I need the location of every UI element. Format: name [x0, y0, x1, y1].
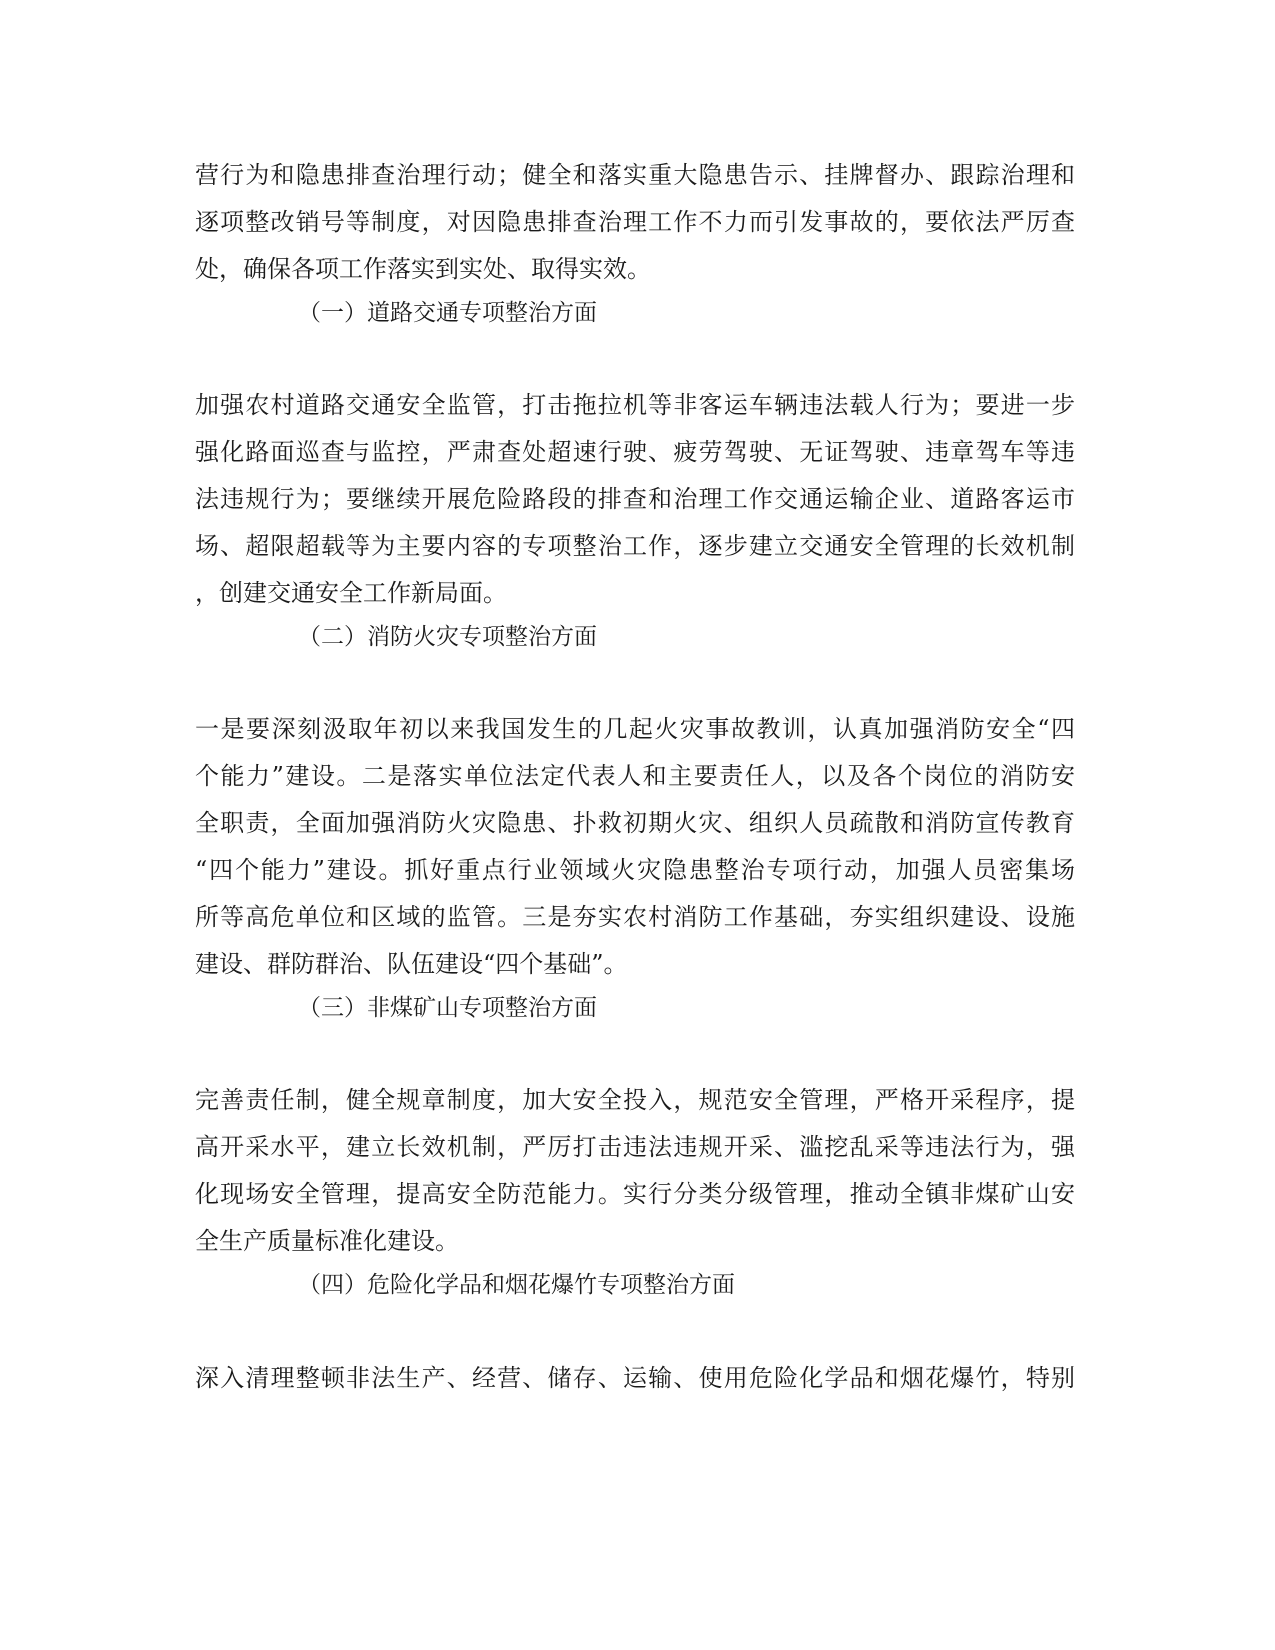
body-text-line: 深入清理整顿非法生产、经营、储存、运输、使用危险化学品和烟花爆竹，特别: [195, 1364, 1075, 1392]
body-text-line: 全职责，全面加强消防火灾隐患、扑救初期火灾、组织人员疏散和消防宣传教育: [195, 809, 1075, 837]
body-text-line: 营行为和隐患排查治理行动；健全和落实重大隐患告示、挂牌督办、跟踪治理和: [195, 161, 1075, 189]
body-text-line: 场、超限超载等为主要内容的专项整治工作，逐步建立交通安全管理的长效机制: [195, 532, 1075, 560]
body-text-line: 法违规行为；要继续开展危险路段的排查和治理工作交通运输企业、道路客运市: [195, 485, 1075, 513]
body-text-line: 全生产质量标准化建设。: [195, 1227, 459, 1255]
body-text-line: 加强农村道路交通安全监管，打击拖拉机等非客运车辆违法载人行为；要进一步: [195, 391, 1075, 419]
body-text-line: 强化路面巡查与监控，严肃查处超速行驶、疲劳驾驶、无证驾驶、违章驾车等违: [195, 438, 1075, 466]
body-text-line: 完善责任制，健全规章制度，加大安全投入，规范安全管理，严格开采程序，提: [195, 1086, 1075, 1114]
body-text-line: 所等高危单位和区域的监管。三是夯实农村消防工作基础，夯实组织建设、设施: [195, 903, 1075, 931]
body-text-line: 逐项整改销号等制度，对因隐患排查治理工作不力而引发事故的，要依法严厉查: [195, 208, 1075, 236]
body-text-line: “四个能力”建设。抓好重点行业领域火灾隐患整治专项行动，加强人员密集场: [195, 856, 1075, 884]
body-text-line: 处，确保各项工作落实到实处、取得实效。: [195, 255, 651, 283]
section-heading: （三）非煤矿山专项整治方面: [298, 995, 597, 1021]
body-text-line: 化现场安全管理，提高安全防范能力。实行分类分级管理，推动全镇非煤矿山安: [195, 1180, 1075, 1208]
section-heading: （一）道路交通专项整治方面: [298, 300, 597, 326]
section-heading: （二）消防火灾专项整治方面: [298, 624, 597, 650]
body-text-line: 建设、群防群治、队伍建设“四个基础”。: [195, 950, 628, 978]
body-text-line: 个能力”建设。二是落实单位法定代表人和主要责任人，以及各个岗位的消防安: [195, 762, 1075, 790]
section-heading: （四）危险化学品和烟花爆竹专项整治方面: [298, 1272, 735, 1298]
body-text-line: 一是要深刻汲取年初以来我国发生的几起火灾事故教训，认真加强消防安全“四: [195, 715, 1075, 743]
body-text-line: ，创建交通安全工作新局面。: [195, 579, 507, 607]
body-text-line: 高开采水平，建立长效机制，严厉打击违法违规开采、滥挖乱采等违法行为，强: [195, 1133, 1075, 1161]
